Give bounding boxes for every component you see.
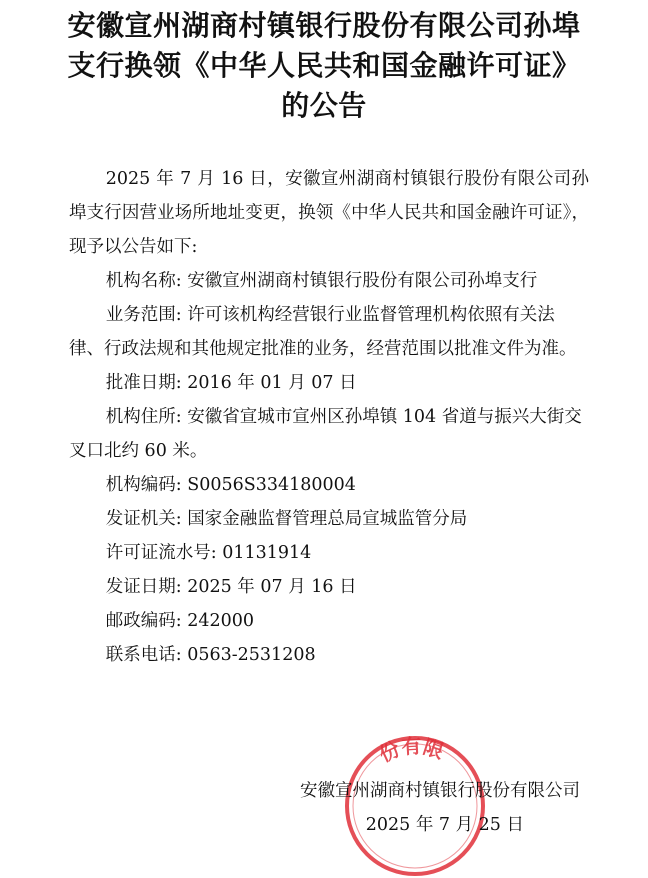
announcement-body: [69, 162, 589, 672]
title-line-3: 的公告: [281, 89, 367, 122]
field-phone: 联系电话: 0563-2531208: [105, 645, 316, 665]
field-institution-name: 机构名称: 安徽宣州湖商村镇银行股份有限公司孙埠支行: [105, 271, 538, 291]
field-address: 机构住所: 安徽省宣城市宣州区孙埠镇 104 省道与振兴大街交叉口北约 60 米。: [69, 407, 582, 461]
svg-text:份有限: [375, 734, 446, 767]
intro-paragraph: 2025 年 7 月 16 日，安徽宣州湖商村镇银行股份有限公司孙埠支行因营业场所地址变更，换领《中华人民共和国金融许可证》，现予以公告如下:: [69, 169, 589, 257]
field-institution-code: 机构编码: S0056S334180004: [105, 475, 356, 495]
announcement-title: [40, 6, 608, 126]
title-line-2: 支行换领《中华人民共和国金融许可证》: [67, 49, 581, 82]
title-line-1: 安徽宣州湖商村镇银行股份有限公司孙埠: [67, 9, 581, 42]
signature-organization: 安徽宣州湖商村镇银行股份有限公司: [300, 781, 580, 801]
field-issue-date: 发证日期: 2025 年 07 月 16 日: [105, 577, 357, 597]
field-approval-date: 批准日期: 2016 年 01 月 07 日: [105, 373, 357, 393]
seal-text: 份有限: [375, 733, 447, 767]
field-postal-code: 邮政编码: 242000: [105, 611, 255, 631]
field-business-scope: 业务范围: 许可该机构经营银行业监督管理机构依照有关法律、行政法规和其他规定批准的业务，经营范围以批准文件为准。: [69, 305, 577, 359]
signature-block: [300, 774, 580, 842]
signature-date: 2025 年 7 月 25 日: [365, 815, 524, 835]
field-issuing-authority: 发证机关: 国家金融监督管理总局宣城监管分局: [105, 509, 468, 529]
field-license-serial: 许可证流水号: 01131914: [105, 543, 312, 563]
